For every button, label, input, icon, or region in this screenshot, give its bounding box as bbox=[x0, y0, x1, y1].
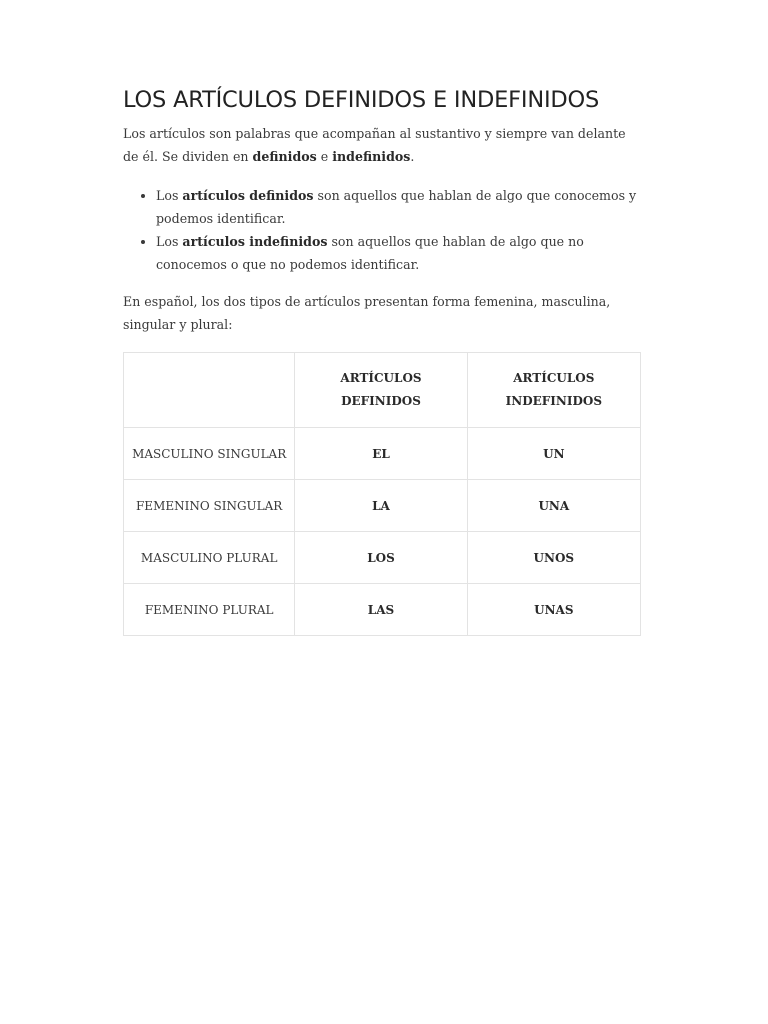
list-item-description: son aquellos que hablan de algo que no conocemos o que no podemos identificar. bbox=[156, 234, 584, 272]
row-label: MASCULINO PLURAL bbox=[124, 532, 295, 584]
table-row bbox=[124, 480, 641, 532]
document-page bbox=[123, 84, 641, 636]
page-title: LOS ARTÍCULOS DEFINIDOS E INDEFINIDOS bbox=[123, 87, 600, 113]
intro-text-end: . bbox=[410, 149, 415, 164]
row-label: FEMENINO PLURAL bbox=[124, 584, 295, 636]
intro-text-connector: e bbox=[316, 149, 333, 164]
row-label: MASCULINO SINGULAR bbox=[124, 428, 295, 480]
table-row bbox=[124, 532, 641, 584]
table-header-empty bbox=[124, 353, 295, 428]
table-row bbox=[124, 584, 641, 636]
list-item-description: son aquellos que hablan de algo que conocemos y podemos identificar. bbox=[156, 188, 637, 226]
row-label: FEMENINO SINGULAR bbox=[124, 480, 295, 532]
list-item-definidos bbox=[156, 184, 641, 230]
articles-table bbox=[123, 352, 641, 636]
list-item-prefix: Los bbox=[156, 188, 183, 203]
list-item-indefinidos bbox=[156, 230, 641, 276]
list-item-prefix: Los bbox=[156, 234, 183, 249]
forms-paragraph: En español, los dos tipos de artículos presentan forma femenina, masculina, singular y plural: bbox=[123, 294, 611, 332]
indefinite-article-cell: UN bbox=[467, 428, 640, 480]
intro-bold-definidos: definidos bbox=[252, 149, 317, 164]
definitions-list bbox=[123, 184, 641, 276]
table-header-row bbox=[124, 353, 641, 428]
intro-bold-indefinidos: indefinidos bbox=[332, 149, 411, 164]
definite-article-cell: LA bbox=[295, 480, 467, 532]
indefinite-article-cell: UNA bbox=[467, 480, 640, 532]
table-header-indefinidos: ARTÍCULOS INDEFINIDOS bbox=[467, 353, 640, 428]
intro-paragraph bbox=[123, 122, 641, 168]
definite-article-cell: EL bbox=[295, 428, 467, 480]
definite-article-cell: LOS bbox=[295, 532, 467, 584]
indefinite-article-cell: UNOS bbox=[467, 532, 640, 584]
definite-article-cell: LAS bbox=[295, 584, 467, 636]
list-item-term: artículos indefinidos bbox=[182, 234, 328, 249]
table-header-definidos: ARTÍCULOS DEFINIDOS bbox=[295, 353, 467, 428]
indefinite-article-cell: UNAS bbox=[467, 584, 640, 636]
intro-text: Los artículos son palabras que acompañan al sustantivo y siempre van delante de él. Se dividen en bbox=[123, 126, 626, 164]
list-item-term: artículos definidos bbox=[182, 188, 314, 203]
table-row bbox=[124, 428, 641, 480]
